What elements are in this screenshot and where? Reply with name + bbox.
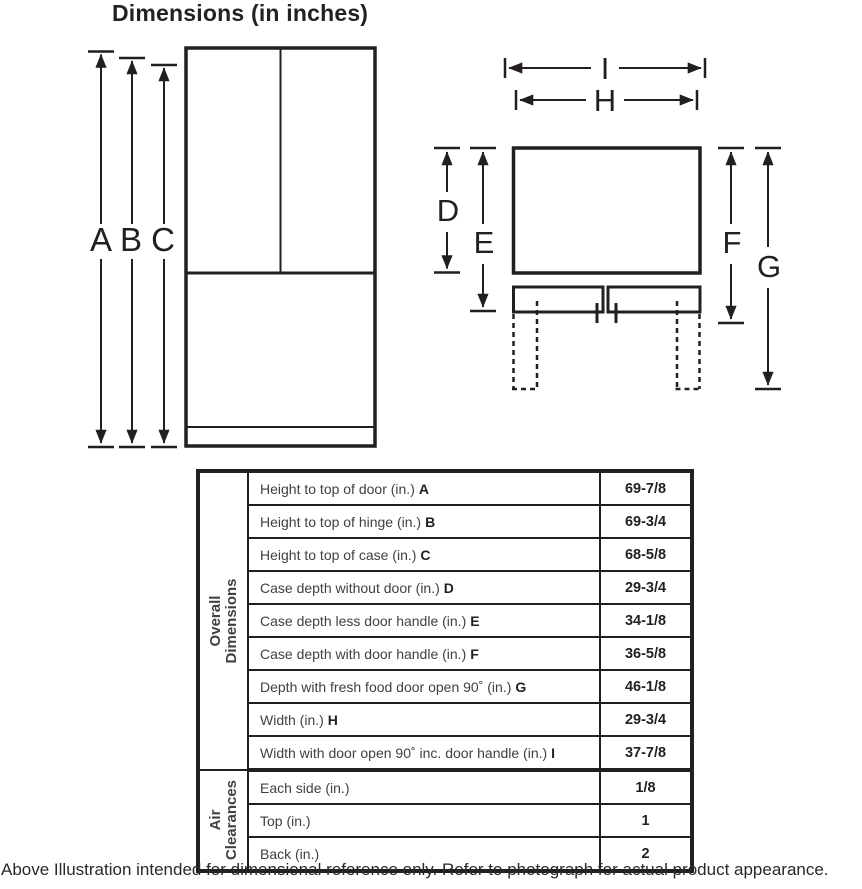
dim-label-a: A (89, 221, 113, 258)
page-title: Dimensions (in inches) (112, 0, 369, 26)
row-value: 46-1/8 (600, 670, 692, 703)
row-value: 29-3/4 (600, 571, 692, 604)
row-label: Back (in.) (248, 837, 600, 871)
dim-label-h: H (593, 83, 617, 118)
dim-label-c: C (151, 221, 175, 258)
dimensions-table (196, 469, 694, 873)
table-row (198, 804, 692, 837)
row-label: Depth with fresh food door open 90˚ (in.) G (248, 670, 600, 703)
row-label: Height to top of door (in.) A (248, 471, 600, 505)
table-row (198, 770, 692, 804)
table-row (198, 471, 692, 505)
row-value: 36-5/8 (600, 637, 692, 670)
dim-label-i: I (600, 51, 610, 86)
refrigerator-front-outline (186, 48, 375, 446)
doors-open-90-dashed-outline (512, 301, 701, 389)
row-value: 1/8 (600, 770, 692, 804)
refrigerator-case-top-outline (514, 148, 701, 273)
row-label: Each side (in.) (248, 770, 600, 804)
row-label: Case depth less door handle (in.) E (248, 604, 600, 637)
row-label: Width with door open 90˚ inc. door handle (in.) I (248, 736, 600, 770)
row-label: Top (in.) (248, 804, 600, 837)
group-label-line: Dimensions (222, 578, 240, 664)
row-value: 29-3/4 (600, 703, 692, 736)
table-row (198, 571, 692, 604)
table-row (198, 637, 692, 670)
row-value: 1 (600, 804, 692, 837)
front-view-diagram (80, 40, 385, 460)
row-label: Height to top of hinge (in.) B (248, 505, 600, 538)
table-row (198, 604, 692, 637)
dim-label-b: B (119, 221, 143, 258)
table-row (198, 538, 692, 571)
table-row (198, 703, 692, 736)
dim-label-g: G (756, 249, 782, 284)
refrigerator-doors-top-outline (514, 287, 701, 323)
group-header-air-clearances (198, 770, 248, 871)
disclaimer-text: Above Illustration intended for dimensional reference only. Refer to photograph for actual product appearance. (1, 860, 829, 879)
dim-label-d: D (436, 193, 460, 228)
row-label: Case depth with door handle (in.) F (248, 637, 600, 670)
row-value: 34-1/8 (600, 604, 692, 637)
group-label-line: Overall (206, 595, 224, 647)
dim-label-e: E (473, 225, 495, 260)
row-label: Case depth without door (in.) D (248, 571, 600, 604)
top-view-diagram (428, 40, 838, 400)
row-value: 69-3/4 (600, 505, 692, 538)
table-row (198, 670, 692, 703)
table-row (198, 505, 692, 538)
group-label-line: Clearances (222, 779, 240, 861)
row-label: Width (in.) H (248, 703, 600, 736)
row-value: 69-7/8 (600, 471, 692, 505)
row-value: 2 (600, 837, 692, 871)
row-label: Height to top of case (in.) C (248, 538, 600, 571)
row-value: 37-7/8 (600, 736, 692, 770)
group-label-line: Air (206, 809, 224, 831)
dim-label-f: F (722, 225, 742, 260)
group-header-overall-dimensions (198, 471, 248, 770)
table-row (198, 736, 692, 770)
row-value: 68-5/8 (600, 538, 692, 571)
